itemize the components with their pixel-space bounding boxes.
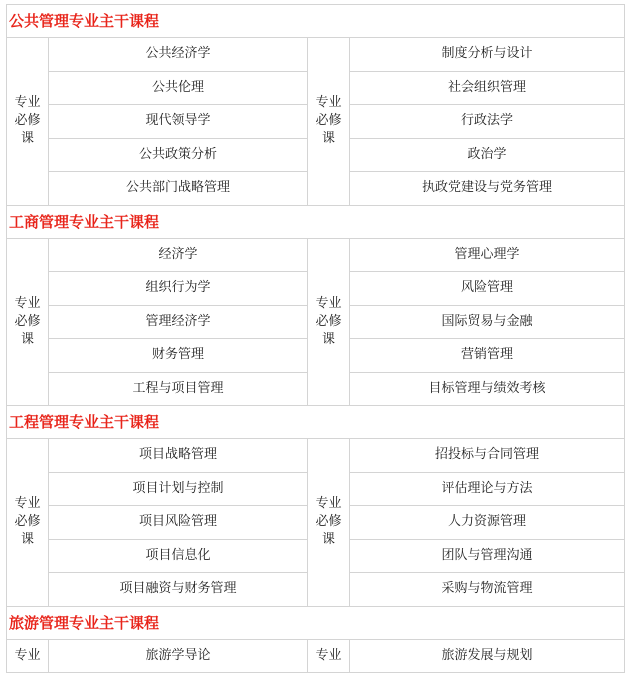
course-cell-left: 项目融资与财务管理 <box>49 573 308 607</box>
required-label-line: 课 <box>321 131 335 147</box>
required-label-line: 必修 <box>14 313 41 329</box>
section-title: 公共管理专业主干课程 <box>7 5 625 38</box>
course-row <box>7 439 625 473</box>
required-label-line: 专业 <box>14 295 41 311</box>
required-label-line: 专业 <box>14 496 41 512</box>
required-label-line: 专业 <box>315 647 342 663</box>
required-label-left <box>7 639 49 672</box>
required-label-line: 专业 <box>315 295 342 311</box>
required-label-line: 课 <box>20 131 34 147</box>
required-label-line: 必修 <box>315 514 342 530</box>
section-header-row <box>7 606 625 639</box>
course-cell-right: 管理心理学 <box>350 238 625 272</box>
course-cell-right: 旅游发展与规划 <box>350 639 625 672</box>
course-cell-left: 公共伦理 <box>49 71 308 105</box>
required-label-line: 必修 <box>315 313 342 329</box>
course-cell-right: 团队与管理沟通 <box>350 539 625 573</box>
course-cell-left: 现代领导学 <box>49 105 308 139</box>
course-cell-left: 财务管理 <box>49 339 308 373</box>
section-title: 工程管理专业主干课程 <box>7 406 625 439</box>
required-label-right <box>308 439 350 607</box>
course-row <box>7 38 625 72</box>
course-cell-right: 国际贸易与金融 <box>350 305 625 339</box>
required-label-line: 专业 <box>315 496 342 512</box>
required-label-line: 专业 <box>14 95 41 111</box>
course-cell-right: 人力资源管理 <box>350 506 625 540</box>
course-cell-left: 公共部门战略管理 <box>49 172 308 206</box>
required-label-line: 课 <box>20 331 34 347</box>
course-cell-right: 招投标与合同管理 <box>350 439 625 473</box>
required-label-line: 专业 <box>315 95 342 111</box>
course-cell-right: 社会组织管理 <box>350 71 625 105</box>
course-cell-left: 项目战略管理 <box>49 439 308 473</box>
required-label-left <box>7 38 49 206</box>
course-cell-right: 政治学 <box>350 138 625 172</box>
section-header-row <box>7 406 625 439</box>
course-cell-left: 工程与项目管理 <box>49 372 308 406</box>
section-header-row <box>7 205 625 238</box>
course-cell-right: 目标管理与绩效考核 <box>350 372 625 406</box>
required-label-line: 课 <box>321 331 335 347</box>
required-label-line: 课 <box>321 532 335 548</box>
course-cell-left: 项目信息化 <box>49 539 308 573</box>
required-label-line: 必修 <box>14 514 41 530</box>
course-cell-left: 旅游学导论 <box>49 639 308 672</box>
course-cell-right: 评估理论与方法 <box>350 472 625 506</box>
course-cell-left: 项目计划与控制 <box>49 472 308 506</box>
course-table <box>6 4 625 673</box>
course-cell-right: 风险管理 <box>350 272 625 306</box>
course-cell-left: 公共经济学 <box>49 38 308 72</box>
course-cell-right: 行政法学 <box>350 105 625 139</box>
course-cell-left: 项目风险管理 <box>49 506 308 540</box>
section-title: 工商管理专业主干课程 <box>7 205 625 238</box>
course-cell-right: 采购与物流管理 <box>350 573 625 607</box>
required-label-left <box>7 439 49 607</box>
course-cell-left: 经济学 <box>49 238 308 272</box>
course-cell-right: 营销管理 <box>350 339 625 373</box>
course-row <box>7 639 625 672</box>
course-cell-left: 组织行为学 <box>49 272 308 306</box>
required-label-line: 必修 <box>315 113 342 129</box>
required-label-right <box>308 38 350 206</box>
course-cell-left: 管理经济学 <box>49 305 308 339</box>
course-cell-right: 执政党建设与党务管理 <box>350 172 625 206</box>
required-label-right <box>308 238 350 406</box>
required-label-left <box>7 238 49 406</box>
course-row <box>7 238 625 272</box>
section-title: 旅游管理专业主干课程 <box>7 606 625 639</box>
section-header-row <box>7 5 625 38</box>
course-cell-left: 公共政策分析 <box>49 138 308 172</box>
required-label-right <box>308 639 350 672</box>
course-cell-right: 制度分析与设计 <box>350 38 625 72</box>
course-sheet <box>6 4 624 673</box>
required-label-line: 必修 <box>14 113 41 129</box>
required-label-line: 课 <box>20 532 34 548</box>
required-label-line: 专业 <box>14 647 41 663</box>
